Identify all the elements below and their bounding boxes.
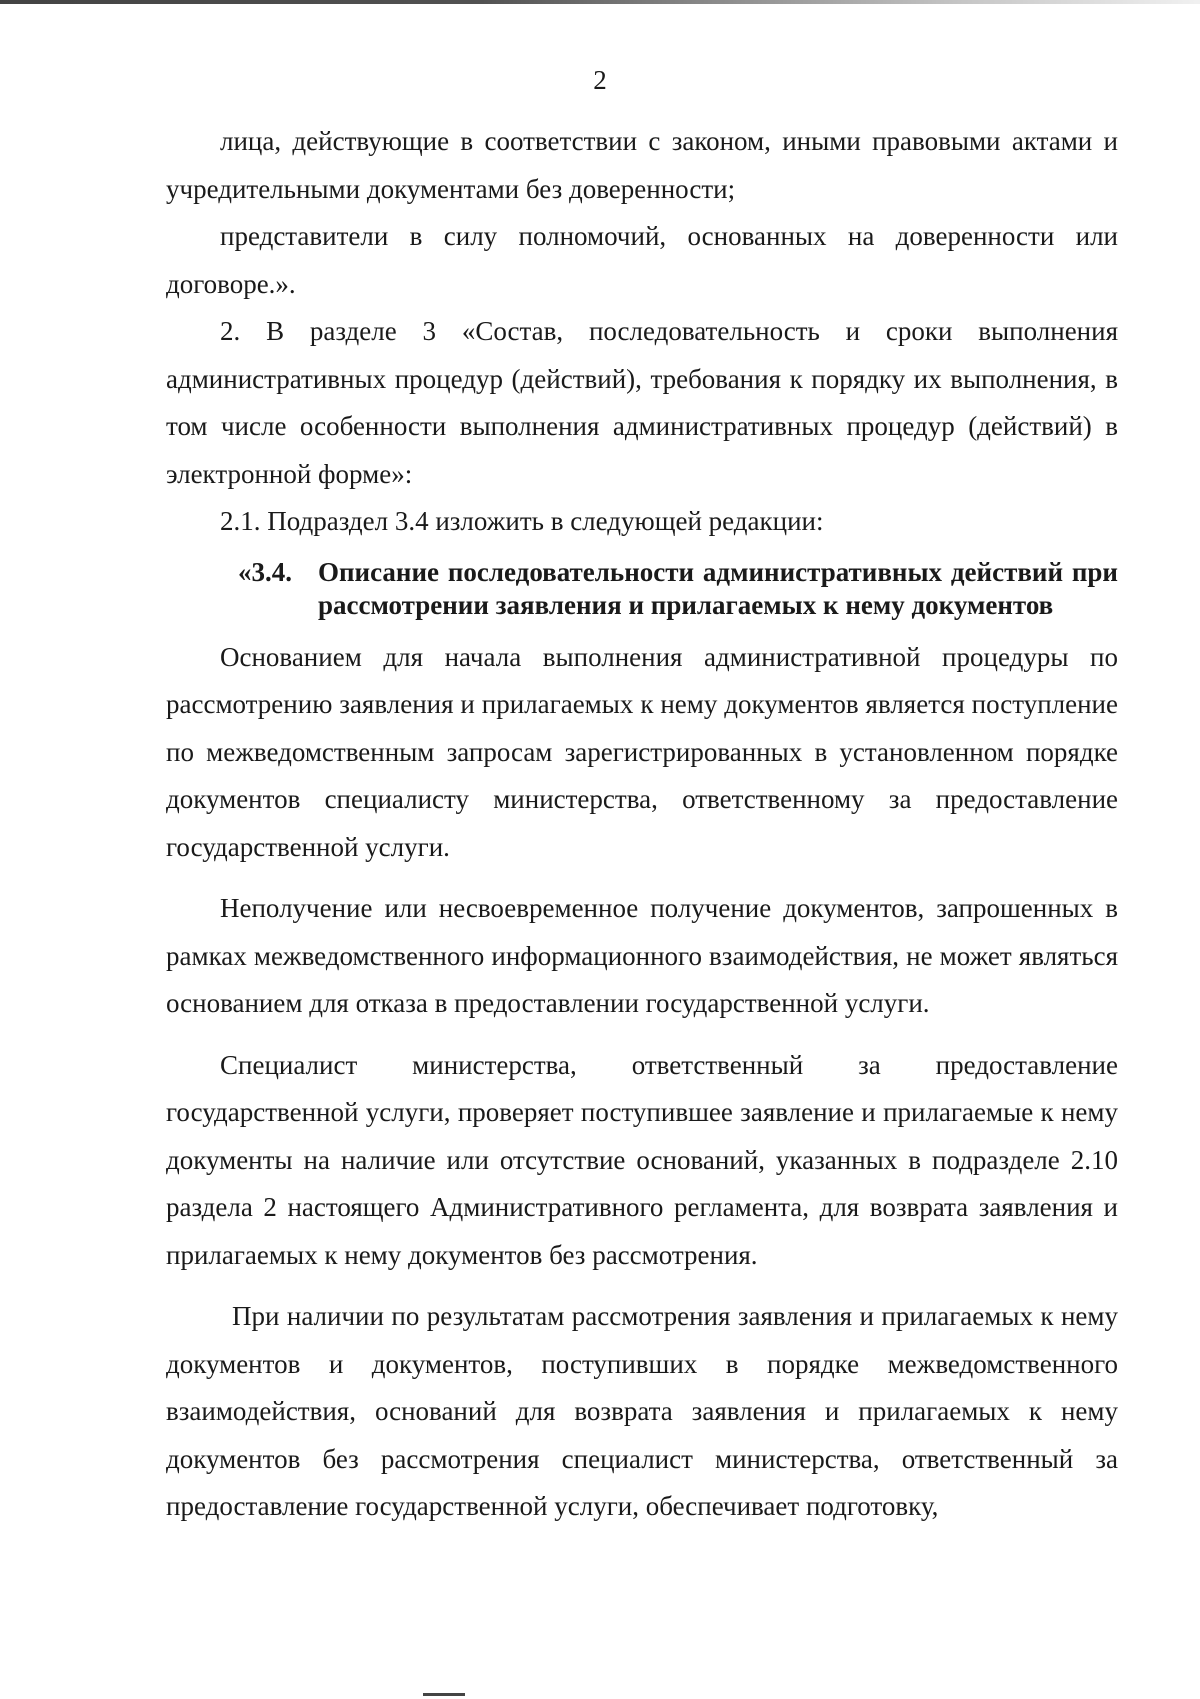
body-paragraph-3: Специалист министерства, ответственный за предоставление государственной услуги, проверяет поступившее заявление и прилагаемые к нему документы на наличие или отсутствие оснований, указанных в подразделе 2.10 раздела 2 настоящего Административного регламента, для возврата заявления и прилагаемых к нему документов без рассмотрения. xyxy=(166,1049,1118,1270)
body-paragraph-4: При наличии по результатам рассмотрения заявления и прилагаемых к нему документов и документов, поступивших в порядке межведомственного взаимодействия, оснований для возврата заявления и прилагаемых к нему документов без рассмотрения специалист министерства, ответственный за предоставление государственной услуги, обеспечивает подготовку, xyxy=(166,1301,1118,1521)
body-paragraph-2: Неполучение или несвоевременное получение документов, запрошенных в рамках межведомственного информационного взаимодействия, не может являться основанием для отказа в предоставлении государственной услуги. xyxy=(166,893,1118,1018)
footer-mark xyxy=(423,1693,465,1696)
paragraph-2: представители в силу полномочий, основанных на доверенности или договоре.». xyxy=(166,221,1118,299)
document-body xyxy=(166,118,1118,1531)
section-heading-number: «3.4. xyxy=(238,556,292,587)
paragraph-4: 2.1. Подраздел 3.4 изложить в следующей редакции: xyxy=(220,506,824,536)
page-number: 2 xyxy=(593,65,607,95)
section-heading-text: Описание последовательности административных действий при рассмотрении заявления и прилагаемых к нему документов xyxy=(318,556,1118,620)
body-paragraph-1: Основанием для начала выполнения административной процедуры по рассмотрению заявления и прилагаемых к нему документов является поступление по межведомственным запросам зарегистрированных в установленном порядке документов специалисту министерства, ответственному за предоставление государственной услуги. xyxy=(166,641,1118,862)
scan-top-edge xyxy=(0,0,1200,4)
section-heading xyxy=(238,556,1118,622)
paragraph-3: 2. В разделе 3 «Состав, последовательность и сроки выполнения административных процедур (действий), требования к порядку их выполнения, в том числе особенности выполнения административных процедур (действий) в электронной форме»: xyxy=(166,316,1118,489)
paragraph-1: лица, действующие в соответствии с законом, иными правовыми актами и учредительными документами без доверенности; xyxy=(166,126,1118,204)
